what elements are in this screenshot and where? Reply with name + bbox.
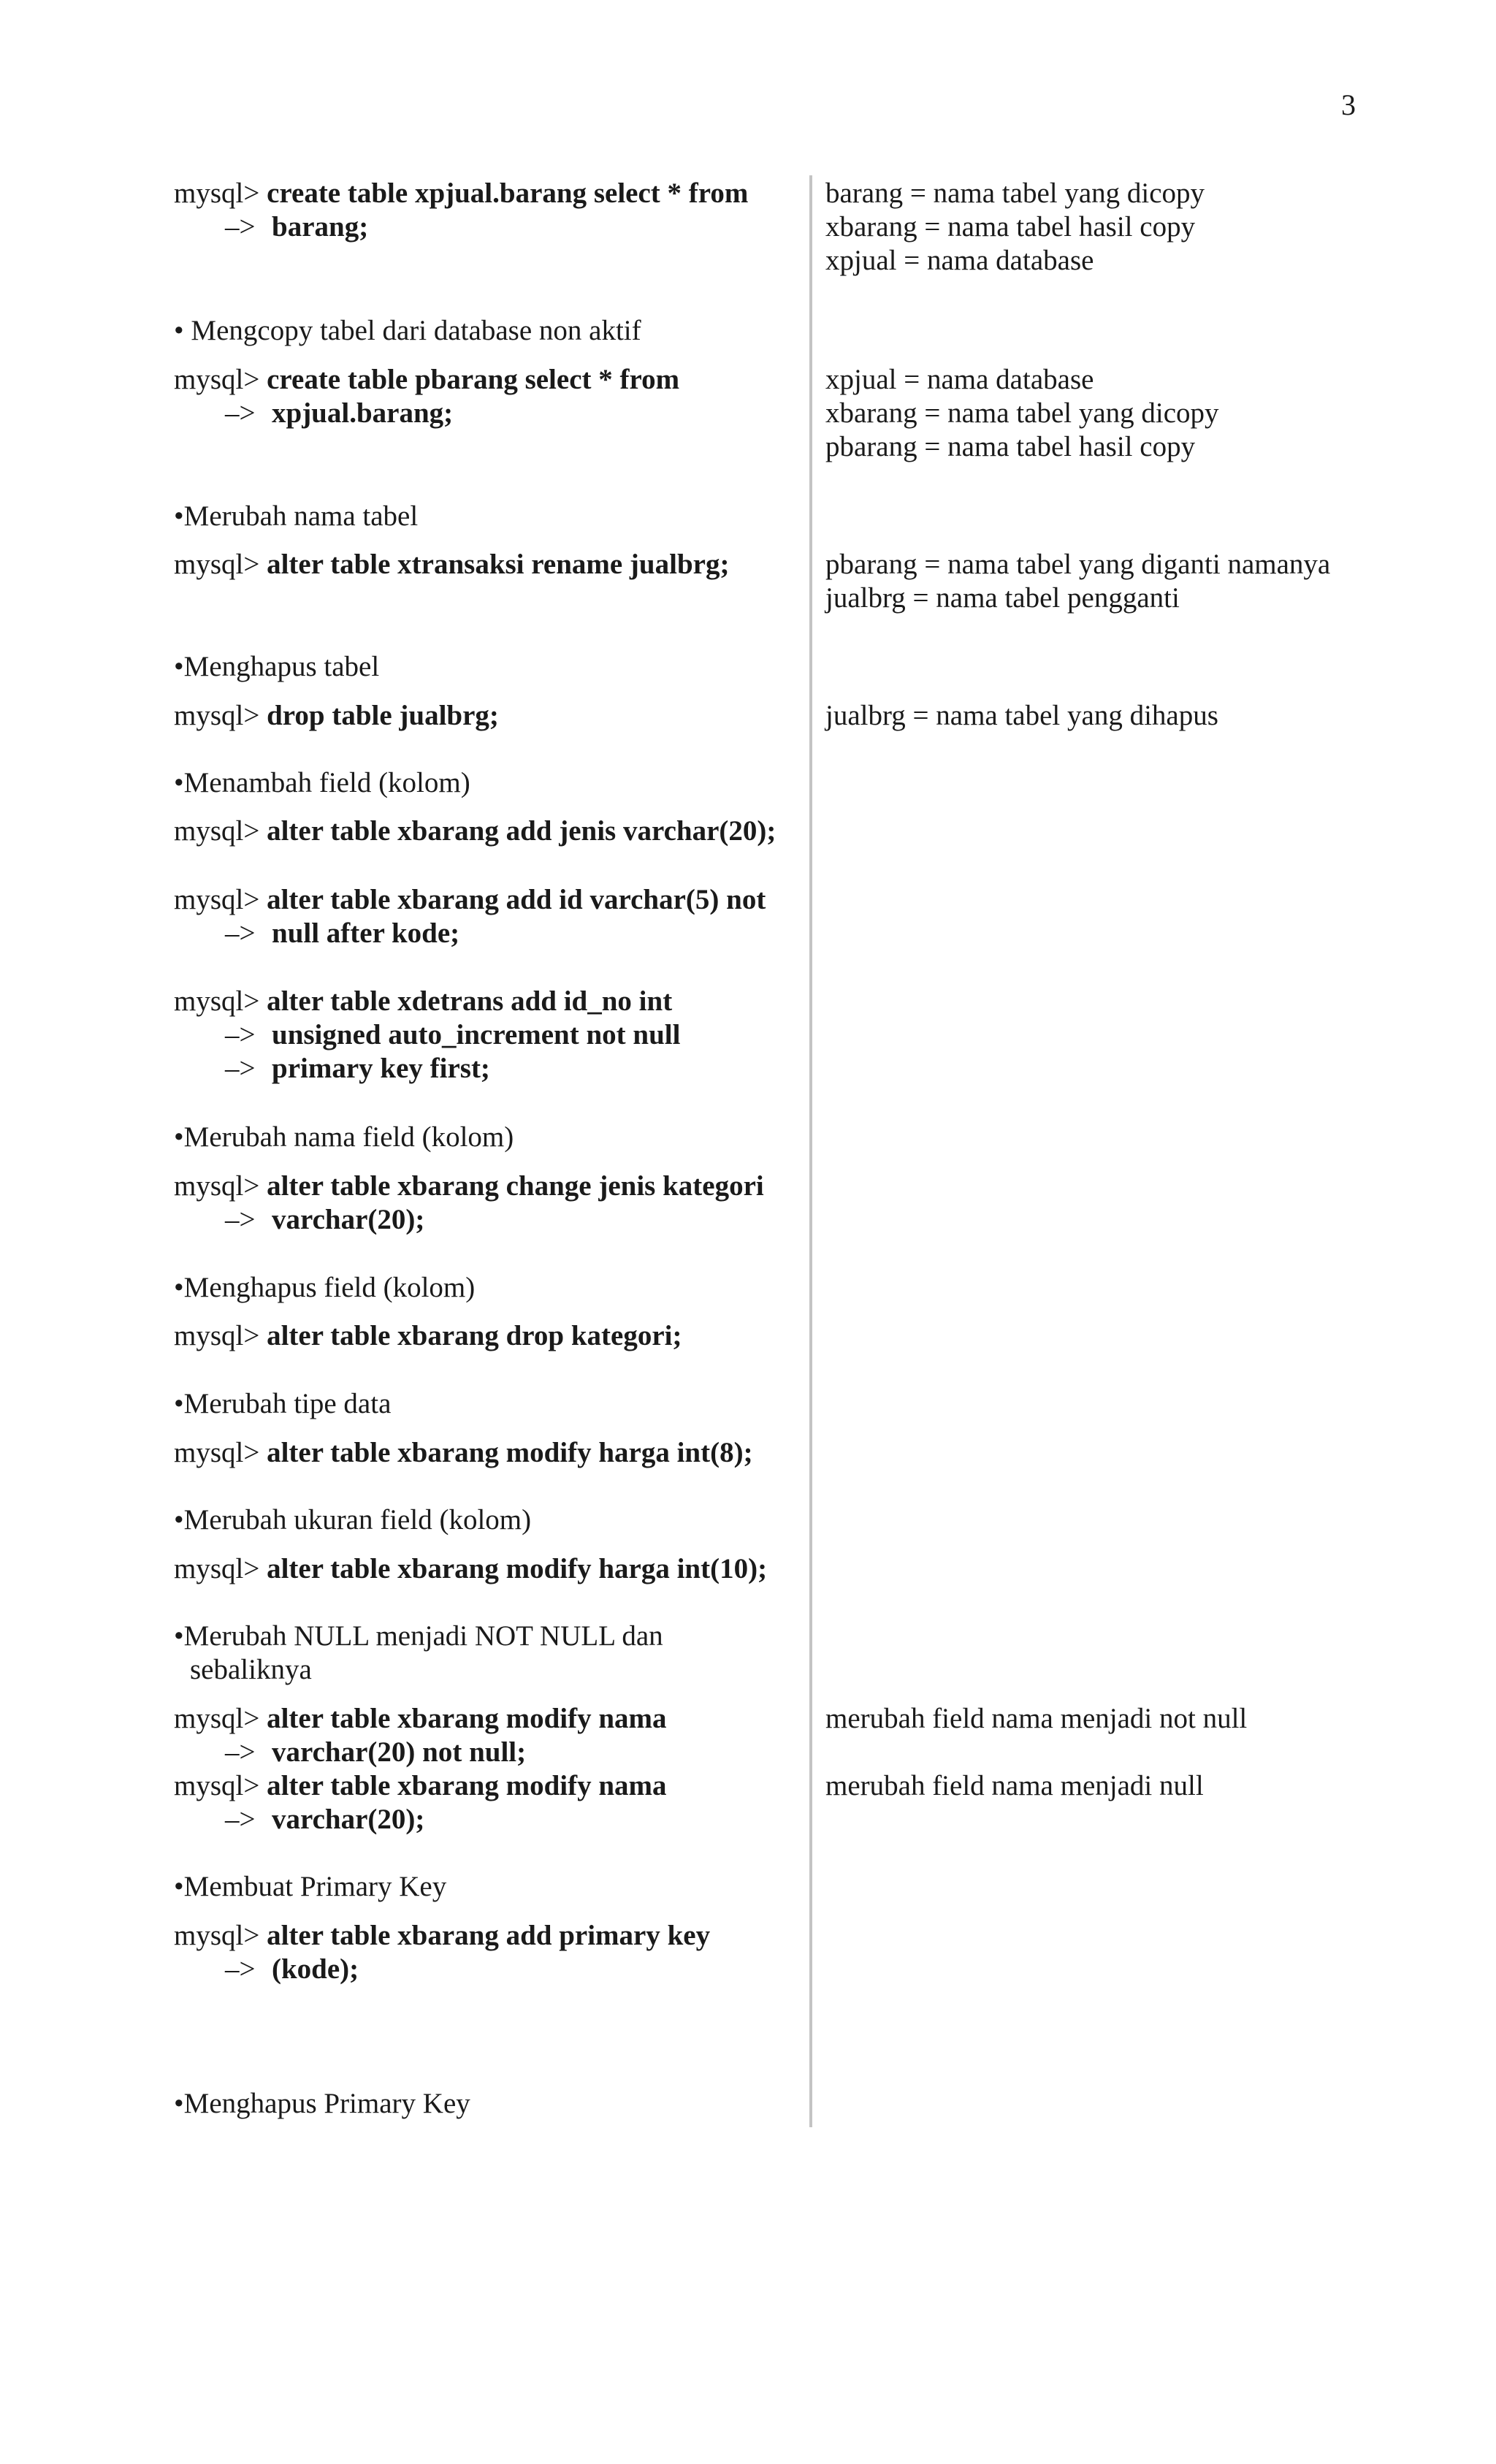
code-block (174, 1919, 802, 1986)
note-line: xpjual = nama database (825, 245, 1094, 276)
code-line: create table pbarang select * from (267, 364, 680, 395)
code-block (174, 1552, 802, 1586)
arrow: –> (225, 1204, 256, 1235)
arrow: –> (225, 918, 256, 949)
section-heading: •Menghapus tabel (174, 651, 380, 682)
note-line: xbarang = nama tabel hasil copy (825, 211, 1196, 243)
code-line: alter table xbarang modify harga int(8); (267, 1437, 753, 1468)
note-block (825, 177, 1454, 278)
arrow: –> (225, 1019, 256, 1050)
page-number: 3 (1341, 88, 1356, 121)
section-heading (174, 1620, 802, 1687)
section-heading: •Merubah tipe data (174, 1388, 392, 1419)
code-line: alter table xbarang modify harga int(10); (267, 1553, 768, 1584)
section-heading: •Merubah ukuran field (kolom) (174, 1504, 532, 1536)
prompt: mysql> (174, 700, 260, 731)
section-heading: •Menghapus Primary Key (174, 2088, 470, 2119)
prompt: mysql> (174, 1437, 260, 1468)
arrow: –> (225, 397, 256, 429)
code-block (174, 177, 802, 244)
note-block (825, 1702, 1454, 1736)
prompt: mysql> (174, 815, 260, 847)
note-line: jualbrg = nama tabel yang dihapus (825, 700, 1218, 731)
note-line: pbarang = nama tabel yang diganti namanya (825, 549, 1331, 580)
section-heading: •Membuat Primary Key (174, 1871, 447, 1902)
code-block (174, 985, 802, 1086)
heading-line: •Merubah NULL menjadi NOT NULL dan (174, 1620, 663, 1652)
code-block (174, 1170, 802, 1237)
prompt: mysql> (174, 884, 260, 915)
code-block (174, 1702, 802, 1769)
code-line: unsigned auto_increment not null (272, 1019, 681, 1050)
prompt: mysql> (174, 549, 260, 580)
section-heading: •Menghapus field (kolom) (174, 1272, 476, 1303)
arrow: –> (225, 211, 256, 243)
code-line: alter table xbarang add jenis varchar(20); (267, 815, 776, 847)
heading-line: sebaliknya (190, 1654, 312, 1685)
note-line: pbarang = nama tabel hasil copy (825, 431, 1196, 462)
prompt: mysql> (174, 1320, 260, 1351)
note-line: merubah field nama menjadi null (825, 1770, 1204, 1801)
code-line: varchar(20); (272, 1804, 425, 1835)
note-line: xpjual = nama database (825, 364, 1094, 395)
code-line: alter table xbarang add id varchar(5) not (267, 884, 766, 915)
note-block (825, 363, 1454, 464)
prompt: mysql> (174, 1703, 260, 1734)
code-line: alter table xbarang drop kategori; (267, 1320, 682, 1351)
section-heading: • Mengcopy tabel dari database non aktif (174, 315, 641, 346)
arrow: –> (225, 1804, 256, 1835)
prompt: mysql> (174, 985, 260, 1017)
code-line: alter table xbarang change jenis kategori (267, 1170, 764, 1202)
note-line: xbarang = nama tabel yang dicopy (825, 397, 1219, 429)
note-block (825, 1769, 1454, 1803)
code-block (174, 363, 802, 430)
code-line: (kode); (272, 1953, 359, 1985)
code-block (174, 548, 802, 581)
prompt: mysql> (174, 178, 260, 209)
prompt: mysql> (174, 1770, 260, 1801)
code-line: varchar(20) not null; (272, 1736, 527, 1768)
section-heading: •Merubah nama field (kolom) (174, 1121, 514, 1153)
code-line: alter table xbarang modify nama (267, 1703, 667, 1734)
prompt: mysql> (174, 364, 260, 395)
prompt: mysql> (174, 1920, 260, 1951)
code-block (174, 1436, 802, 1470)
prompt: mysql> (174, 1170, 260, 1202)
code-line: xpjual.barang; (272, 397, 454, 429)
note-block (825, 699, 1454, 733)
code-block (174, 699, 802, 733)
note-line: barang = nama tabel yang dicopy (825, 178, 1205, 209)
section-heading: •Merubah nama tabel (174, 500, 419, 532)
code-line: varchar(20); (272, 1204, 425, 1235)
arrow: –> (225, 1053, 256, 1084)
code-line: alter table xbarang add primary key (267, 1920, 711, 1951)
column-divider (809, 175, 812, 2127)
section-heading: •Menambah field (kolom) (174, 767, 470, 798)
code-line: alter table xtransaksi rename jualbrg; (267, 549, 730, 580)
code-block (174, 883, 802, 950)
code-line: alter table xdetrans add id_no int (267, 985, 673, 1017)
code-line: null after kode; (272, 918, 460, 949)
code-block (174, 1319, 802, 1353)
code-line: create table xpjual.barang select * from (267, 178, 749, 209)
code-block (174, 1769, 802, 1836)
note-line: jualbrg = nama tabel pengganti (825, 582, 1180, 614)
code-line: primary key first; (272, 1053, 490, 1084)
prompt: mysql> (174, 1553, 260, 1584)
note-block (825, 548, 1454, 615)
code-line: barang; (272, 211, 369, 243)
note-line: merubah field nama menjadi not null (825, 1703, 1248, 1734)
arrow: –> (225, 1736, 256, 1768)
code-block (174, 815, 802, 848)
arrow: –> (225, 1953, 256, 1985)
code-line: drop table jualbrg; (267, 700, 499, 731)
code-line: alter table xbarang modify nama (267, 1770, 667, 1801)
